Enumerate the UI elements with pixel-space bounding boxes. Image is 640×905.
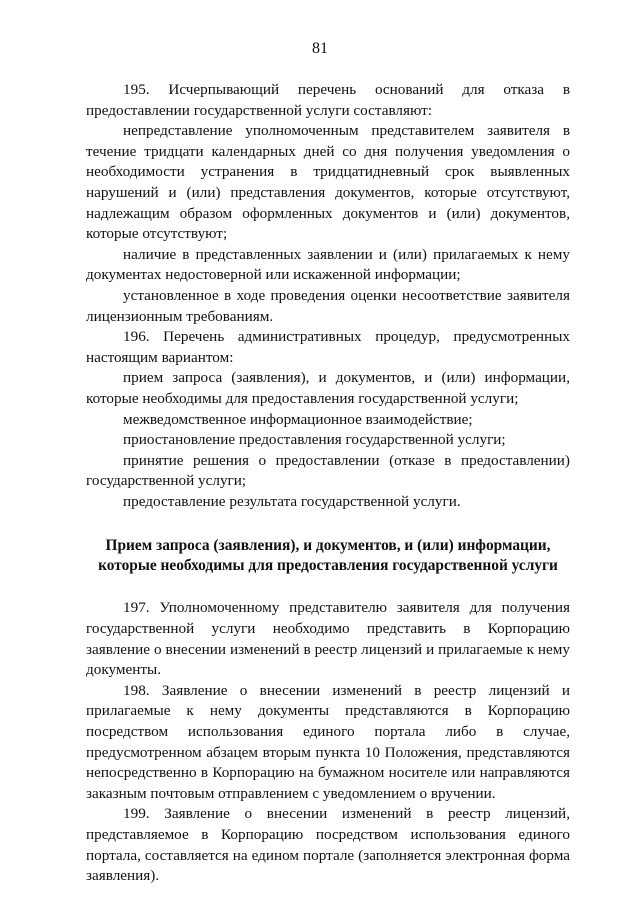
page-number: 81: [312, 40, 328, 57]
paragraph-195-item-3: установленное в ходе проведения оценки несоответствие заявителя лицензионным требованиям.: [86, 286, 570, 325]
paragraph-196-item-1: прием запроса (заявления), и документов, и (или) информации, которые необходимы для предоставления государственной услуги;: [86, 369, 570, 407]
paragraph-198: 198. Заявление о внесении изменений в реестр лицензий и прилагаемые к нему документы представляются в Корпорацию посредством использования единого портала либо в случае, предусмотренном абзацем вторым пункта 10 Положения, представляются непосредственно в Корпорацию на бумажном носителе или направляются заказным почтовым отправлением с уведомлением о вручении.: [86, 681, 570, 802]
paragraph-196-item-2: межведомственное информационное взаимодействие;: [123, 410, 473, 428]
paragraph-195-item-1: непредставление уполномоченным представителем заявителя в течение тридцати календарных дней со дня получения уведомления о необходимости устранения в тридцатидневный срок выявленных нарушений и (или) представления документов, которые отсутствуют, надлежащим образом оформленных документов и (или) документов, которые отсутствуют;: [86, 122, 570, 243]
paragraph-196-item-5: предоставление результата государственной услуги.: [123, 492, 461, 510]
paragraph-195-item-2: наличие в представленных заявлении и (или) прилагаемых к нему документах недостоверной или искаженной информации;: [86, 245, 570, 284]
paragraph-196-item-3: приостановление предоставления государственной услуги;: [123, 431, 506, 449]
document-body: [86, 80, 570, 887]
paragraph-195: 195. Исчерпывающий перечень оснований для отказа в предоставлении государственной услуги составляют:: [86, 81, 570, 119]
paragraph-196-item-4: принятие решения о предоставлении (отказе в предоставлении) государственной услуги;: [86, 451, 570, 490]
paragraph-196: 196. Перечень административных процедур, предусмотренных настоящим вариантом:: [86, 328, 570, 366]
section-heading: Прием запроса (заявления), и документов, и (или) информации, которые необходимы для предоставления государственной услуги: [98, 537, 558, 575]
paragraph-199: 199. Заявление о внесении изменений в реестр лицензий, представляемое в Корпорацию посредством использования единого портала, составляется на едином портале (заполняется электронная форма заявления).: [86, 805, 570, 885]
paragraph-197: 197. Уполномоченному представителю заявителя для получения государственной услуги необходимо представить в Корпорацию заявление о внесении изменений в реестр лицензий и прилагаемые к нему документы.: [86, 599, 570, 679]
